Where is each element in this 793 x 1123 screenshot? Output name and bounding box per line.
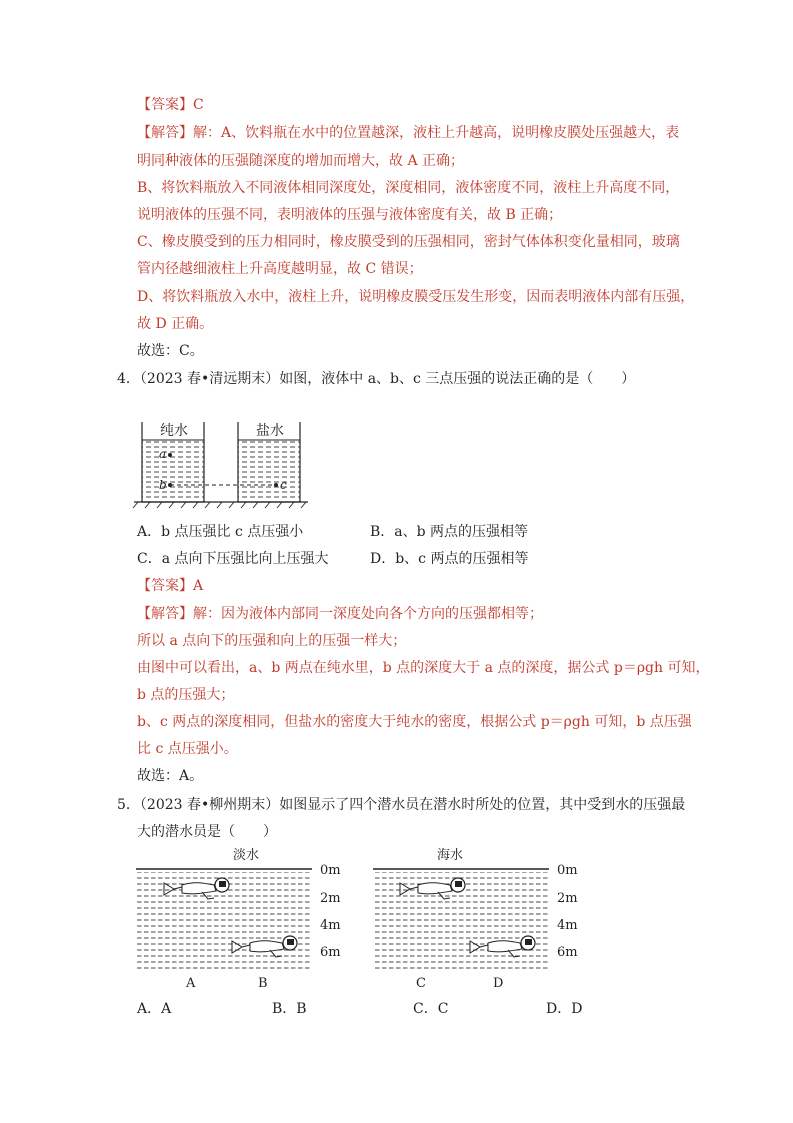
depth-label: 4m (320, 918, 341, 933)
depth-label: 0m (320, 863, 341, 878)
q4-option-a[interactable]: A．b 点压强比 c 点压强小 (137, 524, 304, 540)
diver-label-b: B (258, 976, 268, 991)
q3-analysis-line: B、将饮料瓶放入不同液体相同深度处，深度相同，液体密度不同，液柱上升高度不同， (137, 180, 680, 196)
salt-water-fill (238, 440, 300, 502)
analysis-tag: 【解答】 (137, 125, 193, 141)
q4-option-b[interactable]: B．a、b 两点的压强相等 (370, 524, 529, 540)
depth-label: 2m (557, 891, 578, 906)
q5-option-d[interactable]: D．D (546, 1001, 583, 1017)
pure-water-fill (142, 440, 204, 502)
point-a (168, 453, 172, 457)
q5-option-c[interactable]: C．C (413, 1001, 449, 1017)
q3-analysis-line (137, 123, 679, 143)
answer-tag: 【答案】 (137, 97, 193, 113)
q4-analysis-line: 所以 a 点向下的压强和向上的压强一样大； (137, 633, 407, 649)
q4-answer (137, 576, 203, 596)
analysis-text: 解：A、饮料瓶在水中的位置越深，液柱上升越高，说明橡皮膜处压强越大，表 (193, 125, 680, 141)
q5-figure (130, 845, 600, 995)
q4-analysis-line: 由图中可以看出，a、b 两点在纯水里，b 点的深度大于 a 点的深度，据公式 p＝ρgh 可知， (137, 660, 710, 676)
q4-figure (130, 410, 320, 510)
label-fresh-water: 淡水 (233, 848, 260, 863)
q4-option-d[interactable]: D．b、c 两点的压强相等 (370, 551, 529, 567)
diver-label-a: A (186, 976, 196, 991)
q5-stem: 5．（2023 春•柳州期末）如图显示了四个潜水员在潜水时所处的位置，其中受到水的压强最 (117, 797, 686, 813)
label-pure-water: 纯水 (160, 423, 188, 439)
label-salt-water: 盐水 (256, 423, 284, 439)
point-c (274, 483, 278, 487)
answer-value: A (193, 578, 204, 594)
label-c: c (280, 478, 287, 492)
q3-analysis-line: 故 D 正确。 (137, 316, 214, 332)
q4-analysis-line: b、c 两点的深度相同，但盐水的密度大于纯水的密度，根据公式 p＝ρgh 可知，b 点压强 (137, 714, 692, 730)
point-b (168, 483, 172, 487)
depth-label: 6m (320, 945, 341, 960)
q4-analysis-line: 比 c 点压强小。 (137, 741, 238, 757)
q3-analysis-line: 说明液体的压强不同，表明液体的压强与液体密度有关，故 B 正确； (137, 207, 563, 223)
analysis-tag: 【解答】 (137, 606, 193, 622)
depth-label: 2m (320, 891, 341, 906)
q4-stem: 4．（2023 春•清远期末）如图，液体中 a、b、c 三点压强的说法正确的是（ ） (117, 371, 636, 387)
answer-tag: 【答案】 (137, 578, 193, 594)
q3-analysis-line: 明同种液体的压强随深度的增加而增大，故 A 正确； (137, 153, 465, 169)
q3-conclusion: 故选：C。 (137, 343, 204, 359)
q4-option-c[interactable]: C．a 点向下压强比向上压强大 (137, 551, 329, 567)
depth-label: 6m (557, 945, 578, 960)
label-b: b (159, 478, 167, 492)
analysis-text: 解：因为液体内部同一深度处向各个方向的压强都相等； (193, 606, 543, 622)
q5-option-b[interactable]: B．B (272, 1001, 307, 1017)
q5-option-a[interactable]: A．A (137, 1001, 172, 1017)
q4-analysis-line: b 点的压强大； (137, 687, 235, 703)
depth-label: 0m (557, 863, 578, 878)
ground-hatch (133, 502, 306, 508)
q3-analysis-line: 管内径越细液柱上升高度越明显，故 C 错误； (137, 261, 423, 277)
q5-stem: 大的潜水员是（ ） (137, 824, 277, 840)
q3-answer (137, 95, 204, 115)
q3-analysis-line: D、将饮料瓶放入水中，液柱上升，说明橡皮膜受压发生形变，因而表明液体内部有压强， (137, 289, 695, 305)
label-a: a (159, 447, 167, 461)
q3-analysis-line: C、橡皮膜受到的压力相同时，橡皮膜受到的压强相同，密封气体体积变化量相同，玻璃 (137, 234, 680, 250)
q4-analysis-line (137, 604, 543, 624)
label-sea-water: 海水 (437, 848, 464, 863)
q4-conclusion: 故选：A。 (137, 768, 204, 784)
diver-label-d: D (493, 976, 504, 991)
answer-value: C (193, 97, 204, 113)
depth-label: 4m (557, 918, 578, 933)
diver-label-c: C (416, 976, 426, 991)
